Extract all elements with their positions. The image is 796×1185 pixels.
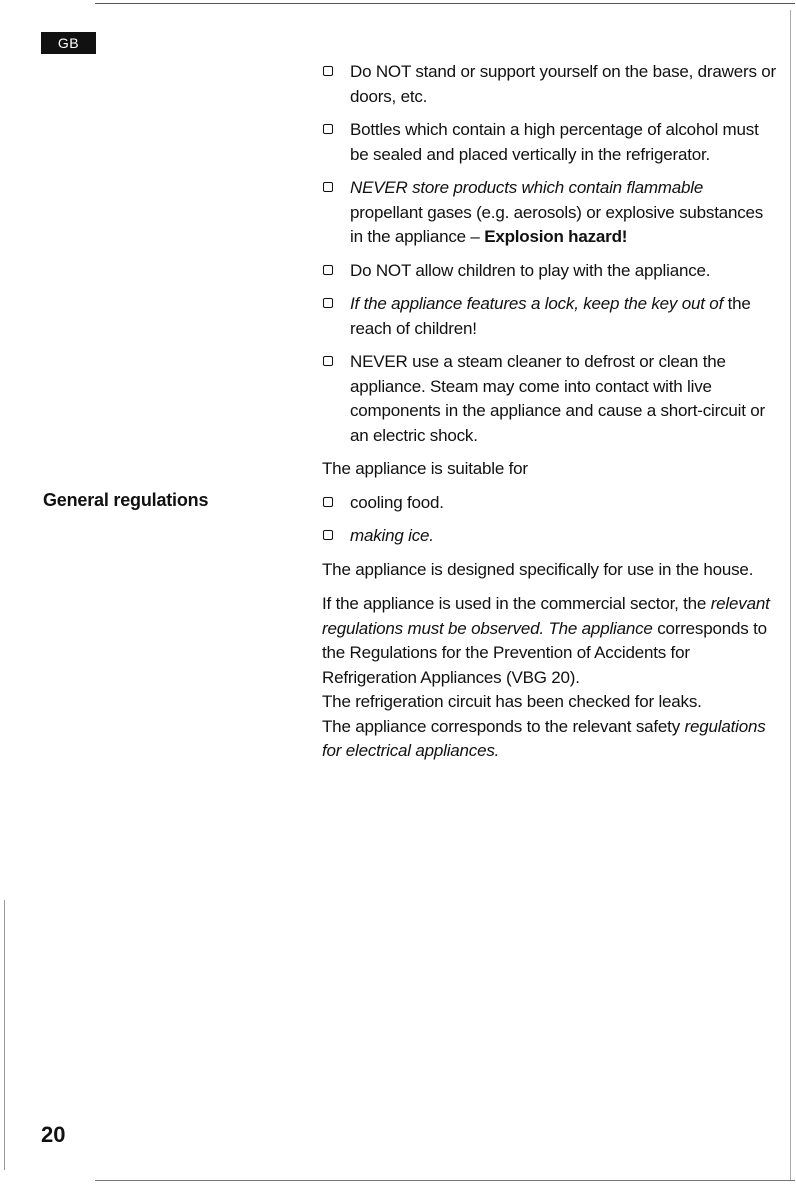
paragraph-text-italic: regulations for electrical appliances. [322, 716, 766, 760]
safety-bullet [322, 292, 778, 341]
checkbox-bullet-icon [323, 298, 333, 308]
bullet-text: Do NOT allow children to play with the appliance. [350, 260, 711, 280]
paragraph-safety [322, 715, 778, 764]
section-heading: General regulations [43, 490, 209, 510]
scan-edge-right [790, 10, 791, 1180]
main-content [322, 60, 778, 764]
safety-bullet [322, 118, 778, 167]
safety-bullet [322, 60, 778, 109]
checkbox-bullet-icon [323, 497, 333, 507]
checkbox-bullet-icon [323, 356, 333, 366]
checkbox-bullet-icon [323, 265, 333, 275]
checkbox-bullet-icon [323, 530, 333, 540]
bullet-text: Bottles which contain a high percentage of alcohol must be sealed and placed vertically in the refrigerator. [350, 120, 759, 164]
checkbox-bullet-icon [323, 124, 333, 134]
paragraph-text: If the appliance is used in the commercial sector, the [322, 594, 707, 613]
paragraph-leaks: The refrigeration circuit has been checked for leaks. [322, 692, 702, 711]
safety-bullet [322, 259, 778, 284]
paragraph-text: corresponds to the Regulations for the Prevention of Accidents for Refrigeration Appliances (VBG 20). [322, 618, 767, 687]
safety-bullet [322, 350, 778, 448]
suitable-item [322, 491, 778, 516]
scan-edge-top [95, 3, 795, 4]
bullet-text: propellant gases (e.g. aerosols) or explosive substances in the appliance – [350, 202, 764, 246]
paragraph-text: The appliance corresponds to the relevant safety [322, 716, 681, 736]
bullet-text: cooling food. [350, 492, 444, 512]
paragraph-text-italic: relevant regulations must be observed. The appliance [322, 594, 770, 638]
bullet-text: NEVER use a steam cleaner to defrost or clean the appliance. Steam may come into contact with live components in the appliance and cause a short-circuit or an electric shock. [350, 352, 765, 445]
suitable-intro: The appliance is suitable for [322, 459, 528, 478]
safety-bullet [322, 176, 778, 250]
bullet-text: the reach of children! [350, 294, 751, 338]
scan-edge-left [4, 900, 5, 1170]
scan-edge-bottom [95, 1180, 795, 1181]
checkbox-bullet-icon [323, 182, 333, 192]
page-number: 20 [41, 1122, 66, 1147]
bullet-text-italic: If the appliance features a lock, keep the key out of [350, 294, 724, 313]
bullet-text: making ice. [350, 526, 434, 545]
paragraph-commercial [322, 592, 778, 690]
bullet-text: Do NOT stand or support yourself on the base, drawers or doors, etc. [350, 62, 776, 106]
paragraph-house: The appliance is designed specifically for use in the house. [322, 559, 754, 579]
language-badge: GB [41, 32, 96, 54]
checkbox-bullet-icon [323, 66, 333, 76]
bullet-warning: Explosion hazard! [484, 227, 628, 246]
suitable-item [322, 524, 778, 549]
bullet-text-italic: NEVER store products which contain flammable [350, 178, 704, 197]
